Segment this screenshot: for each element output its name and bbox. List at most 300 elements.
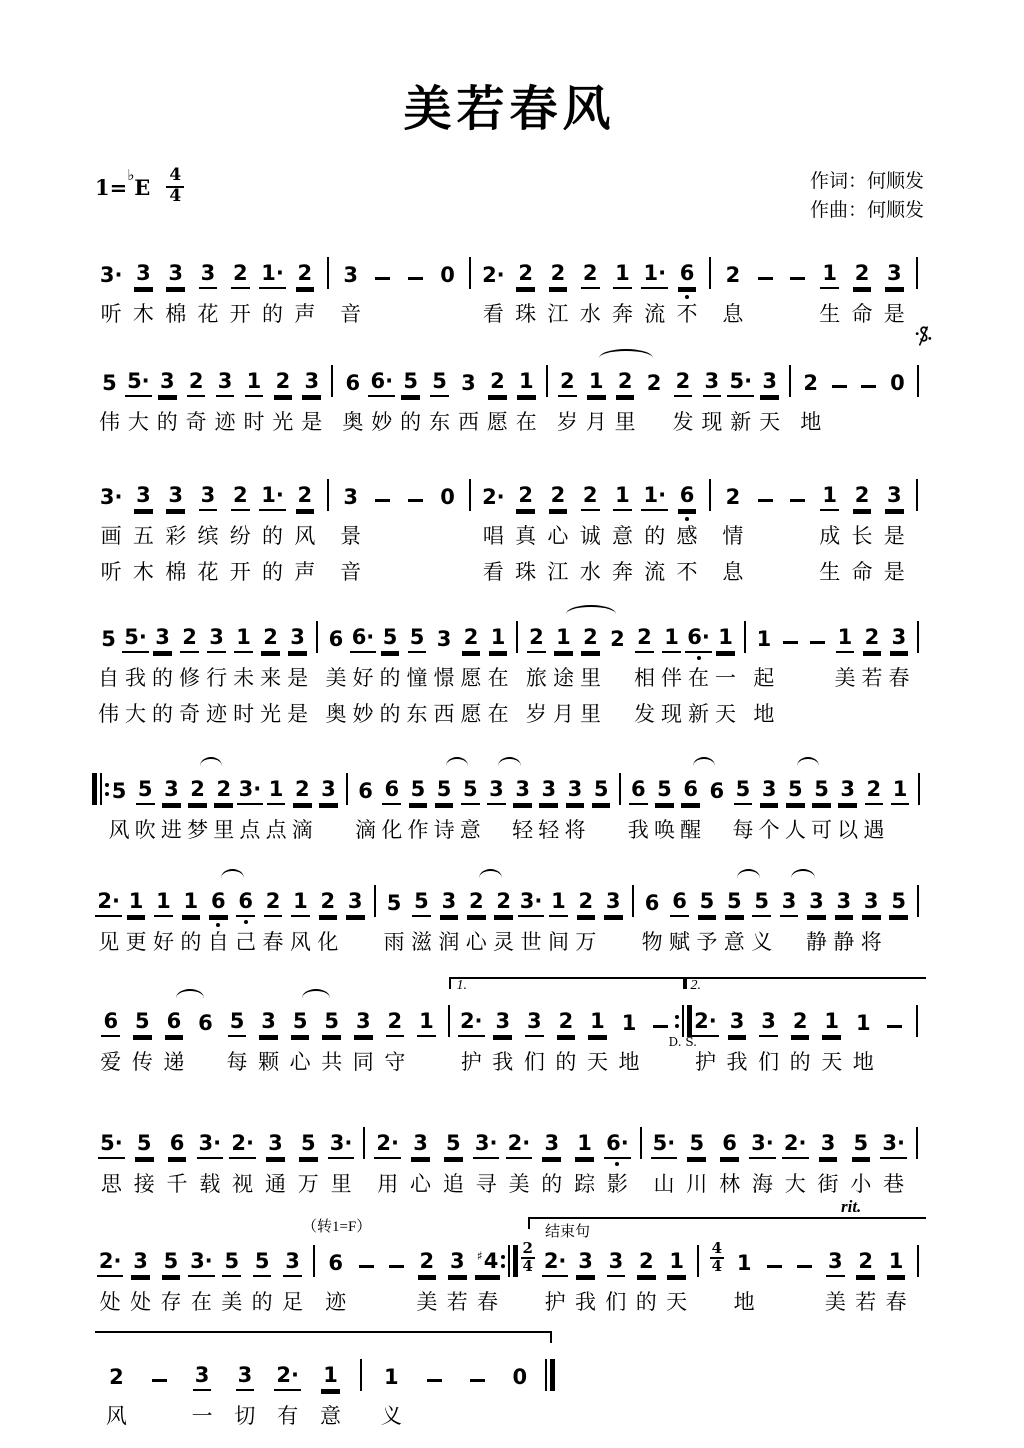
lyric-cell: [542, 519, 574, 547]
barline: [697, 1243, 699, 1277]
note-digit: 3·: [751, 1131, 774, 1155]
lyric-char: 轻: [538, 818, 560, 842]
note: [385, 893, 404, 917]
lyric-char: 见: [98, 930, 120, 954]
lyric-cell: [881, 1285, 911, 1313]
lyric-cell: [122, 661, 149, 689]
lyric-cell: [779, 1167, 812, 1195]
note: [435, 629, 454, 653]
slur: [479, 869, 502, 880]
note: [604, 1133, 631, 1159]
lyric-cell: [377, 661, 404, 689]
lyric-char: 在: [515, 410, 537, 434]
note-digit: 1: [615, 483, 630, 507]
note: [199, 263, 218, 289]
note-cell: [625, 779, 651, 805]
lyric-cell: [692, 1285, 705, 1313]
note-digit: 2: [232, 261, 248, 285]
note-digit: 0: [890, 371, 905, 395]
lyric-char: 伟: [98, 410, 120, 434]
lyric-cell: [796, 405, 825, 433]
lyric-cell: [851, 1285, 881, 1313]
note: [852, 1133, 871, 1159]
note-cell: [176, 627, 203, 653]
note: [698, 891, 717, 917]
lyric-char: 若: [446, 1290, 468, 1314]
note: [887, 1251, 906, 1277]
lyric-cell: [553, 405, 582, 433]
note: [616, 371, 635, 397]
note-digit: 1·: [643, 261, 667, 285]
lyric-cell: [322, 697, 349, 725]
lyric-cell: [912, 697, 923, 725]
lyric-char: 长: [851, 524, 873, 548]
note: [110, 781, 129, 805]
lyric-cell: [342, 813, 353, 841]
note-digit: 6·: [351, 625, 375, 649]
lyric-cell: [284, 1045, 316, 1073]
lyric-char: 在: [190, 1290, 212, 1314]
note-cell: [160, 263, 192, 289]
note-digit: 3: [729, 1009, 745, 1033]
note: [274, 371, 293, 397]
lyric-char: 奇: [179, 702, 201, 726]
lyric-cell: [510, 813, 536, 841]
note-digit: 5: [593, 777, 609, 801]
note: [720, 1133, 739, 1159]
note: [165, 1011, 184, 1037]
note: [125, 371, 152, 397]
note-cell: [150, 891, 177, 917]
low-octave-dot: [216, 923, 220, 927]
note: [458, 1011, 485, 1037]
lyric-char: 听: [100, 560, 122, 584]
lyric-char: 风: [289, 930, 311, 954]
note: [245, 371, 264, 397]
lyric-char: 现: [701, 410, 723, 434]
lyric-char: 赋: [669, 930, 690, 954]
lyric-cell: [542, 555, 574, 583]
note-cell: [127, 263, 159, 289]
note: [319, 891, 338, 917]
lyric-cell: [349, 661, 376, 689]
lyric-char: 在: [688, 666, 710, 690]
score-line: [95, 459, 924, 583]
note-digit: 3·: [190, 1249, 213, 1273]
note: [760, 371, 779, 397]
note-digit: 2: [182, 625, 197, 649]
note-cell: [256, 263, 288, 289]
note: [655, 779, 674, 805]
note-digit: 1: [621, 1011, 637, 1035]
note: [293, 779, 312, 805]
lyric-char: 珠: [515, 560, 537, 584]
note-digit: 2·: [98, 1249, 122, 1273]
note-digit: 1: [664, 625, 679, 649]
note-digit: 3: [436, 627, 452, 651]
lyric-cell: [781, 519, 813, 547]
sharp-icon: ♯: [476, 1249, 483, 1263]
note-digit: 2: [188, 369, 204, 393]
note-digit: 6: [166, 1009, 182, 1033]
lyric-cell: [338, 405, 367, 433]
lyric-char: 奔: [611, 560, 633, 584]
lyric-char: 自: [98, 666, 119, 690]
score-line: [95, 237, 924, 325]
note-cell: [519, 1011, 551, 1037]
note-digit: 2: [216, 777, 232, 801]
note: [885, 263, 904, 289]
barline-cell: [541, 363, 553, 397]
lyric-cell: [128, 1167, 161, 1195]
note-cell: [431, 265, 463, 289]
note: [678, 263, 697, 289]
lyric-cell: [95, 1399, 138, 1427]
lyric-char: 进: [160, 818, 182, 842]
note-cell: [297, 371, 326, 397]
note: [356, 781, 375, 805]
note: [518, 891, 545, 917]
note-cell: [217, 1251, 247, 1277]
note: [291, 891, 310, 917]
barline-cell: [913, 771, 924, 805]
note-cell: [601, 1133, 634, 1159]
note-cell: [881, 1251, 911, 1277]
lyric-cell: [226, 1167, 259, 1195]
lyric-char: 珠: [515, 302, 537, 326]
lyric-cell: [253, 1045, 285, 1073]
lyric-char: 奔: [611, 302, 633, 326]
note: [542, 1133, 561, 1159]
lyric-cell: [685, 661, 712, 689]
note-digit: 3·: [519, 889, 543, 913]
lyric-cell: [177, 925, 204, 953]
lyric-char: 载: [199, 1172, 221, 1196]
note-cell: [224, 485, 256, 511]
note-digit: 3·: [882, 1131, 905, 1155]
note-digit: 1·: [261, 483, 284, 507]
lyric-cell: [648, 1167, 681, 1195]
note-cell: [259, 891, 286, 917]
note: [836, 627, 855, 653]
lyric-cell: [912, 925, 924, 953]
lyric-char: 巷: [883, 1172, 905, 1196]
note: [322, 1011, 341, 1037]
note-digit: 5: [409, 625, 425, 649]
note-digit: 6: [169, 1131, 185, 1155]
lyric-cell: [485, 661, 512, 689]
note-digit: 5: [462, 777, 478, 801]
note-cell: [631, 1251, 661, 1277]
lyric-cell: [316, 1045, 348, 1073]
lyric-cell: [176, 697, 203, 725]
lyric-char: 的: [635, 1290, 657, 1314]
lyric-cell: [335, 519, 367, 547]
lyric-char: 是: [301, 410, 323, 434]
note-cell: [431, 629, 458, 653]
note: [539, 779, 558, 805]
lyric-cell: [353, 813, 379, 841]
lyric-char: 听: [100, 302, 122, 326]
note-digit: 1: [718, 625, 733, 649]
note: [408, 627, 427, 653]
lyric-cell: [847, 1045, 879, 1073]
lyric-char: 的: [262, 560, 284, 584]
lyric-cell: [138, 1399, 181, 1427]
note-cell: [124, 371, 153, 397]
note-digit: 3: [413, 1131, 428, 1155]
note: [724, 487, 743, 511]
note-digit: 2: [675, 369, 691, 393]
barline-cell: [321, 255, 335, 289]
note-digit: 2: [637, 625, 652, 649]
lyric-cell: [377, 697, 404, 725]
note-cell: [284, 1011, 316, 1037]
duration-dash: [375, 277, 390, 280]
note-cell: [292, 1133, 325, 1159]
note-digit: 2: [858, 1249, 874, 1273]
duration-dash: [427, 1379, 442, 1382]
note: [418, 1251, 437, 1277]
note-digit: 3: [164, 777, 179, 801]
lyric-char: 护: [460, 1050, 482, 1074]
lyric-cell: [541, 405, 553, 433]
lyric-char: 天: [759, 410, 781, 434]
lyric-cell: [326, 405, 338, 433]
lyric-char: 的: [400, 410, 422, 434]
note: [135, 1133, 154, 1159]
note: [760, 779, 779, 805]
lyric-cell: [877, 1167, 910, 1195]
note-cell: [230, 627, 257, 653]
barline: [632, 883, 634, 917]
note-cell: [885, 891, 912, 917]
lyric-cell: [160, 555, 192, 583]
barline-cell: [634, 1125, 648, 1159]
lyric-cell: [550, 1045, 582, 1073]
lyric-cell: [322, 661, 349, 689]
lyric-char: 大: [125, 702, 147, 726]
note-cell: [127, 1011, 159, 1037]
note-cell: [830, 891, 857, 917]
note: [448, 1251, 467, 1277]
lyrics-row: [95, 1045, 924, 1073]
lyric-char: 是: [287, 666, 309, 690]
lyric-cell: [483, 813, 509, 841]
lyric-cell: [192, 297, 224, 325]
lyric-char: 光: [260, 702, 282, 726]
lyric-cell: [775, 925, 802, 953]
note: [549, 263, 568, 289]
lyric-cell: [542, 297, 574, 325]
slur: [566, 605, 616, 616]
note-digit: 2: [419, 1249, 435, 1273]
note: [752, 891, 771, 917]
note-digit: 3: [159, 369, 175, 393]
lyric-cell: [604, 697, 631, 725]
dash-cell: [367, 499, 399, 511]
lyric-cell: [325, 1167, 358, 1195]
note-cell: [820, 1251, 850, 1277]
note-digit: 3: [762, 369, 777, 393]
note-digit: 6: [679, 483, 695, 507]
lyric-char: 月: [585, 410, 607, 434]
note-cell: [704, 781, 730, 805]
lyric-cell: [224, 519, 256, 547]
lyric-cell: [749, 297, 781, 325]
lyric-cell: [671, 555, 703, 583]
note-digit: 3: [133, 1249, 148, 1273]
barline: [917, 1243, 919, 1277]
note-cell: [412, 1251, 442, 1277]
note-cell: [582, 371, 611, 397]
lyric-char: 心: [465, 930, 487, 954]
lyric-char: 川: [686, 1172, 708, 1196]
lyric-char: 时: [233, 702, 255, 726]
note: [807, 891, 826, 917]
note-cell: [846, 485, 878, 511]
lyric-char: 们: [605, 1290, 627, 1314]
barline: [546, 363, 548, 397]
lyric-cell: [321, 555, 335, 583]
note: [328, 1133, 355, 1159]
note-cell: [485, 627, 512, 653]
note: [475, 1250, 500, 1277]
note: [516, 485, 535, 511]
note: [462, 627, 481, 653]
note-cell: [713, 1133, 746, 1159]
note-digit: 5: [163, 1249, 179, 1273]
note-digit: 5·: [652, 1131, 676, 1155]
note-digit: 3: [268, 1131, 283, 1155]
note-digit: 2: [803, 371, 819, 395]
lyric-char: 开: [229, 302, 251, 326]
note-cell: [128, 1133, 161, 1159]
note-digit: 5: [300, 1131, 316, 1155]
note-digit: 1: [156, 889, 171, 913]
lyric-cell: [230, 697, 257, 725]
note: [98, 1133, 125, 1159]
lyric-cell: [455, 1045, 487, 1073]
note: [231, 485, 250, 511]
lyric-cell: [153, 405, 182, 433]
note: [670, 891, 689, 917]
lyric-cell: [721, 925, 748, 953]
lyric-cell: [910, 519, 924, 547]
note: [708, 781, 727, 805]
note-cell: [779, 1133, 812, 1159]
lyric-cell: [158, 813, 184, 841]
lyric-char: 好: [152, 930, 174, 954]
lyric-cell: [289, 297, 321, 325]
dash-cell: [777, 641, 804, 653]
lyric-cell: [396, 405, 425, 433]
note: [608, 629, 627, 653]
lyric-char: 点: [239, 818, 261, 842]
note-digit: 5: [111, 779, 127, 803]
note-cell: [289, 263, 321, 289]
lyric-char: 春: [477, 1290, 499, 1314]
lyric-char: 岁: [556, 410, 578, 434]
note-digit: 1: [615, 261, 630, 285]
lyric-char: 雨: [383, 930, 405, 954]
note: [782, 1133, 809, 1159]
lyric-cell: [464, 297, 478, 325]
note-cell: [600, 891, 627, 917]
lyric-char: 若: [861, 666, 883, 690]
note: [229, 1133, 256, 1159]
note-cell: [536, 779, 562, 805]
lyric-cell: [379, 813, 405, 841]
lyric-char: 不: [676, 302, 698, 326]
note-cell: [483, 371, 512, 397]
note: [236, 1365, 255, 1391]
lyric-cell: [122, 925, 149, 953]
lyric-char: 小: [850, 1172, 872, 1196]
lyric-char: 处: [130, 1290, 152, 1314]
lyric-cell: [676, 1045, 689, 1073]
modulation-label: （转1=F）: [302, 1219, 372, 1235]
lyric-char: 地: [852, 1050, 874, 1074]
note-digit: 2·: [376, 1131, 399, 1155]
lyric-char: 看: [482, 302, 504, 326]
lyric-cell: [878, 297, 910, 325]
duration-dash: [861, 385, 876, 388]
note-cell: [95, 373, 124, 397]
note-cell: [404, 627, 431, 653]
lyric-char: 迹: [206, 702, 228, 726]
lyric-char: 义: [380, 1404, 402, 1428]
note-digit: 5: [386, 891, 402, 915]
note-cell: [814, 485, 846, 511]
note: [134, 485, 153, 511]
dash-cell: [749, 499, 781, 511]
lyric-cell: [256, 519, 288, 547]
duration-dash: [408, 499, 423, 502]
barline-cell: [342, 771, 353, 805]
note-cell: [604, 629, 631, 653]
lyric-char: 是: [883, 524, 905, 548]
note-cell: [224, 263, 256, 289]
lyric-cell: [186, 1285, 216, 1313]
note-digit: 3·: [198, 1131, 222, 1155]
note-cell: [95, 1133, 128, 1159]
note-cell: [726, 371, 755, 397]
lyric-char: 天: [586, 1050, 608, 1074]
note-digit: 5: [891, 889, 906, 913]
note-digit: 2: [518, 483, 533, 507]
note: [344, 373, 363, 397]
lyric-char: 唱: [482, 524, 504, 548]
lyric-cell: [606, 297, 638, 325]
note: [889, 891, 908, 917]
lyric-cell: [680, 1167, 713, 1195]
note-digit: 3: [761, 1009, 776, 1033]
lyric-cell: [669, 405, 698, 433]
note: [288, 627, 307, 653]
note: [197, 1133, 224, 1159]
note: [613, 263, 632, 289]
note-cell: [835, 779, 861, 805]
lyric-char: 足: [282, 1290, 304, 1314]
note-cell: [377, 627, 404, 653]
lyric-char: 地: [618, 1050, 640, 1074]
note-digit: 1: [384, 1365, 399, 1389]
credits: [810, 167, 924, 226]
lyric-char: 景: [340, 524, 362, 548]
lyric-cell: [704, 813, 730, 841]
note-digit: 5·: [729, 369, 753, 393]
